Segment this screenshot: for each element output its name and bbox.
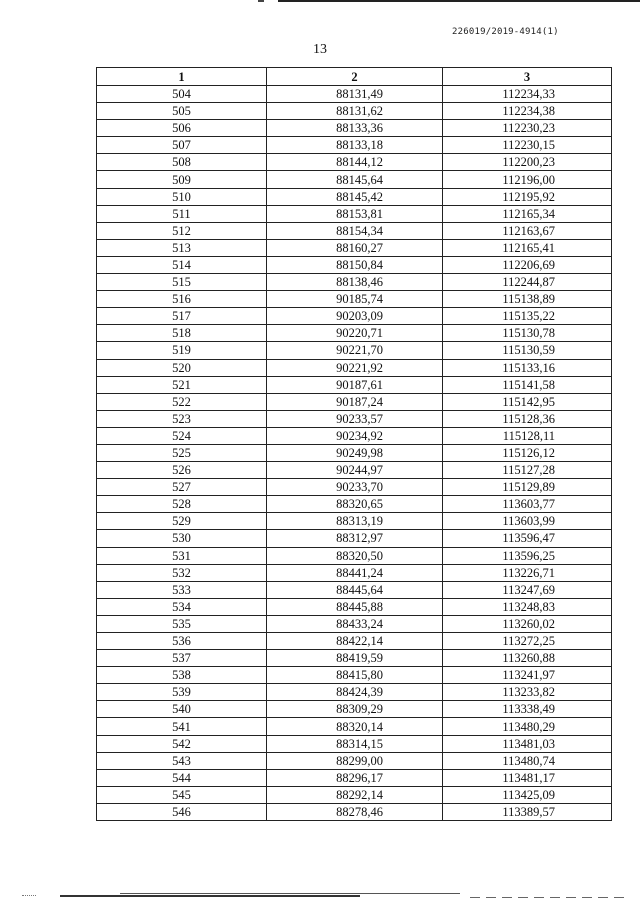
coordinate-y-cell: 112165,34 — [443, 205, 612, 222]
document-id: 226019/2019-4914(1) — [452, 27, 559, 37]
table-row — [97, 274, 612, 291]
coordinate-y-cell: 112234,33 — [443, 86, 612, 103]
coordinate-x-cell: 88424,39 — [267, 684, 443, 701]
coordinate-y-cell: 113480,29 — [443, 718, 612, 735]
coordinate-y-cell: 113596,47 — [443, 530, 612, 547]
coordinate-x-cell: 88445,88 — [267, 598, 443, 615]
bottom-rule — [60, 895, 360, 897]
coordinate-x-cell: 88445,64 — [267, 581, 443, 598]
point-number-cell: 527 — [97, 479, 267, 496]
table-row — [97, 564, 612, 581]
point-number-cell: 529 — [97, 513, 267, 530]
point-number-cell: 546 — [97, 803, 267, 820]
coordinate-y-cell: 115126,12 — [443, 444, 612, 461]
coordinate-x-cell: 90221,70 — [267, 342, 443, 359]
point-number-cell: 511 — [97, 205, 267, 222]
coordinate-x-cell: 88309,29 — [267, 701, 443, 718]
coordinate-y-cell: 112230,15 — [443, 137, 612, 154]
coordinate-x-cell: 88314,15 — [267, 735, 443, 752]
table-row — [97, 393, 612, 410]
table-row — [97, 171, 612, 188]
table-row — [97, 188, 612, 205]
table-row — [97, 342, 612, 359]
table-row — [97, 120, 612, 137]
table-row — [97, 513, 612, 530]
point-number-cell: 538 — [97, 667, 267, 684]
point-number-cell: 522 — [97, 393, 267, 410]
coordinate-y-cell: 112230,23 — [443, 120, 612, 137]
bottom-dashed-line — [470, 897, 630, 898]
coordinate-x-cell: 90185,74 — [267, 291, 443, 308]
table-row — [97, 735, 612, 752]
coordinate-y-cell: 113226,71 — [443, 564, 612, 581]
coordinate-y-cell: 113603,99 — [443, 513, 612, 530]
table-row — [97, 410, 612, 427]
table-row — [97, 530, 612, 547]
scan-mark-bottom-left — [22, 890, 36, 896]
coordinate-y-cell: 112200,23 — [443, 154, 612, 171]
coordinate-x-cell: 90187,61 — [267, 376, 443, 393]
point-number-cell: 516 — [97, 291, 267, 308]
point-number-cell: 505 — [97, 103, 267, 120]
point-number-cell: 525 — [97, 444, 267, 461]
coordinate-x-cell: 88133,36 — [267, 120, 443, 137]
coordinate-x-cell: 88133,18 — [267, 137, 443, 154]
coordinate-y-cell: 115128,36 — [443, 410, 612, 427]
point-number-cell: 524 — [97, 427, 267, 444]
table-row — [97, 752, 612, 769]
coordinate-x-cell: 88292,14 — [267, 786, 443, 803]
point-number-cell: 515 — [97, 274, 267, 291]
table-row — [97, 154, 612, 171]
coordinate-y-cell: 113480,74 — [443, 752, 612, 769]
coordinate-y-cell: 113389,57 — [443, 803, 612, 820]
coordinate-x-cell: 88131,49 — [267, 86, 443, 103]
point-number-cell: 537 — [97, 650, 267, 667]
page-number: 13 — [313, 42, 327, 57]
coordinate-x-cell: 88153,81 — [267, 205, 443, 222]
table-row — [97, 427, 612, 444]
point-number-cell: 523 — [97, 410, 267, 427]
coordinate-y-cell: 113260,88 — [443, 650, 612, 667]
coordinate-x-cell: 88145,42 — [267, 188, 443, 205]
coordinate-x-cell: 88415,80 — [267, 667, 443, 684]
point-number-cell: 513 — [97, 239, 267, 256]
column-header-3: 3 — [443, 68, 612, 86]
point-number-cell: 532 — [97, 564, 267, 581]
coordinate-y-cell: 112196,00 — [443, 171, 612, 188]
point-number-cell: 518 — [97, 325, 267, 342]
coordinate-x-cell: 90249,98 — [267, 444, 443, 461]
column-header-1: 1 — [97, 68, 267, 86]
coordinate-x-cell: 90233,57 — [267, 410, 443, 427]
table-row — [97, 462, 612, 479]
bottom-rule-thin — [120, 893, 460, 894]
coordinate-y-cell: 113248,83 — [443, 598, 612, 615]
point-number-cell: 506 — [97, 120, 267, 137]
table-row — [97, 598, 612, 615]
point-number-cell: 517 — [97, 308, 267, 325]
coordinate-y-cell: 115130,59 — [443, 342, 612, 359]
coordinate-y-cell: 113603,77 — [443, 496, 612, 513]
point-number-cell: 533 — [97, 581, 267, 598]
coordinate-y-cell: 113338,49 — [443, 701, 612, 718]
table-header-row — [97, 68, 612, 86]
point-number-cell: 535 — [97, 615, 267, 632]
coordinate-x-cell: 88422,14 — [267, 633, 443, 650]
table-row — [97, 667, 612, 684]
coordinate-x-cell: 88313,19 — [267, 513, 443, 530]
table-row — [97, 479, 612, 496]
point-number-cell: 512 — [97, 222, 267, 239]
coordinate-x-cell: 90221,92 — [267, 359, 443, 376]
coordinate-y-cell: 113247,69 — [443, 581, 612, 598]
table-row — [97, 769, 612, 786]
table-row — [97, 547, 612, 564]
coordinate-x-cell: 88320,14 — [267, 718, 443, 735]
point-number-cell: 539 — [97, 684, 267, 701]
coordinate-x-cell: 90203,09 — [267, 308, 443, 325]
coordinate-x-cell: 88320,65 — [267, 496, 443, 513]
table-row — [97, 359, 612, 376]
point-number-cell: 540 — [97, 701, 267, 718]
point-number-cell: 526 — [97, 462, 267, 479]
point-number-cell: 508 — [97, 154, 267, 171]
table-row — [97, 103, 612, 120]
table-row — [97, 633, 612, 650]
table-row — [97, 650, 612, 667]
coordinate-y-cell: 115128,11 — [443, 427, 612, 444]
coordinate-y-cell: 113241,97 — [443, 667, 612, 684]
coordinates-table — [96, 67, 612, 821]
point-number-cell: 507 — [97, 137, 267, 154]
coordinate-x-cell: 88312,97 — [267, 530, 443, 547]
coordinate-y-cell: 113481,17 — [443, 769, 612, 786]
coordinate-x-cell: 90220,71 — [267, 325, 443, 342]
coordinate-x-cell: 88150,84 — [267, 256, 443, 273]
table-row — [97, 291, 612, 308]
point-number-cell: 519 — [97, 342, 267, 359]
point-number-cell: 530 — [97, 530, 267, 547]
coordinate-y-cell: 115141,58 — [443, 376, 612, 393]
coordinate-x-cell: 88278,46 — [267, 803, 443, 820]
point-number-cell: 543 — [97, 752, 267, 769]
coordinate-y-cell: 115127,28 — [443, 462, 612, 479]
point-number-cell: 510 — [97, 188, 267, 205]
coordinate-x-cell: 88144,12 — [267, 154, 443, 171]
coordinate-y-cell: 115130,78 — [443, 325, 612, 342]
point-number-cell: 531 — [97, 547, 267, 564]
coordinate-y-cell: 112163,67 — [443, 222, 612, 239]
coordinate-x-cell: 88320,50 — [267, 547, 443, 564]
table-row — [97, 444, 612, 461]
point-number-cell: 528 — [97, 496, 267, 513]
table-row — [97, 581, 612, 598]
coordinate-y-cell: 112206,69 — [443, 256, 612, 273]
table-row — [97, 86, 612, 103]
table-row — [97, 325, 612, 342]
coordinate-y-cell: 112234,38 — [443, 103, 612, 120]
coordinate-x-cell: 88154,34 — [267, 222, 443, 239]
table-row — [97, 786, 612, 803]
table-row — [97, 205, 612, 222]
coordinate-y-cell: 115135,22 — [443, 308, 612, 325]
coordinate-x-cell: 88160,27 — [267, 239, 443, 256]
coordinate-x-cell: 90234,92 — [267, 427, 443, 444]
coordinate-x-cell: 88299,00 — [267, 752, 443, 769]
coordinate-y-cell: 113596,25 — [443, 547, 612, 564]
point-number-cell: 521 — [97, 376, 267, 393]
table-row — [97, 718, 612, 735]
table-row — [97, 803, 612, 820]
point-number-cell: 545 — [97, 786, 267, 803]
coordinate-x-cell: 88145,64 — [267, 171, 443, 188]
point-number-cell: 536 — [97, 633, 267, 650]
coordinate-x-cell: 90187,24 — [267, 393, 443, 410]
table-row — [97, 684, 612, 701]
point-number-cell: 504 — [97, 86, 267, 103]
table-row — [97, 256, 612, 273]
column-header-2: 2 — [267, 68, 443, 86]
coordinate-y-cell: 115138,89 — [443, 291, 612, 308]
table-row — [97, 308, 612, 325]
table-row — [97, 222, 612, 239]
coordinate-x-cell: 88441,24 — [267, 564, 443, 581]
top-rule — [278, 0, 640, 2]
coordinate-x-cell: 88419,59 — [267, 650, 443, 667]
coordinate-x-cell: 88138,46 — [267, 274, 443, 291]
coordinate-y-cell: 113481,03 — [443, 735, 612, 752]
coordinate-x-cell: 88433,24 — [267, 615, 443, 632]
coordinate-y-cell: 115133,16 — [443, 359, 612, 376]
point-number-cell: 544 — [97, 769, 267, 786]
point-number-cell: 541 — [97, 718, 267, 735]
coordinate-y-cell: 115129,89 — [443, 479, 612, 496]
coordinate-y-cell: 113272,25 — [443, 633, 612, 650]
table-row — [97, 376, 612, 393]
coordinate-x-cell: 90233,70 — [267, 479, 443, 496]
point-number-cell: 514 — [97, 256, 267, 273]
table-row — [97, 239, 612, 256]
point-number-cell: 509 — [97, 171, 267, 188]
coordinate-x-cell: 88296,17 — [267, 769, 443, 786]
coordinate-y-cell: 112165,41 — [443, 239, 612, 256]
point-number-cell: 520 — [97, 359, 267, 376]
coordinate-y-cell: 115142,95 — [443, 393, 612, 410]
coordinate-y-cell: 112244,87 — [443, 274, 612, 291]
coordinate-x-cell: 88131,62 — [267, 103, 443, 120]
coordinate-y-cell: 113260,02 — [443, 615, 612, 632]
table-row — [97, 701, 612, 718]
table-row — [97, 615, 612, 632]
scan-mark-top-left — [258, 0, 264, 2]
coordinate-y-cell: 113425,09 — [443, 786, 612, 803]
table-row — [97, 137, 612, 154]
coordinate-y-cell: 112195,92 — [443, 188, 612, 205]
coordinate-x-cell: 90244,97 — [267, 462, 443, 479]
coordinate-y-cell: 113233,82 — [443, 684, 612, 701]
table-row — [97, 496, 612, 513]
point-number-cell: 534 — [97, 598, 267, 615]
point-number-cell: 542 — [97, 735, 267, 752]
